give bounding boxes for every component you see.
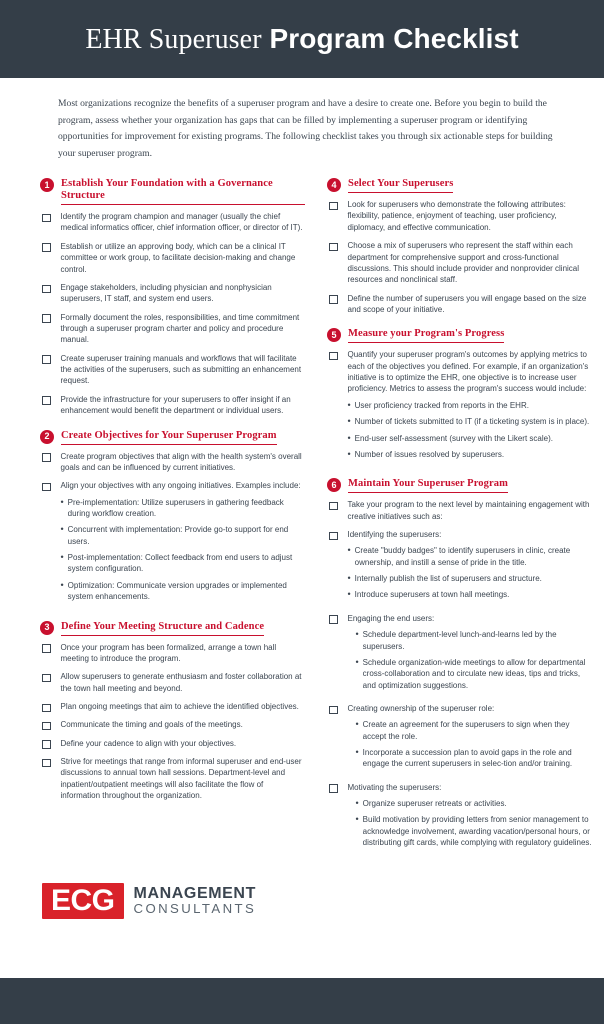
checklist-item[interactable]: [40, 312, 305, 346]
section-number-badge: 5: [327, 328, 341, 342]
checklist-item[interactable]: [40, 719, 305, 730]
sub-bullet-item: [348, 589, 593, 600]
checkbox-icon[interactable]: [42, 355, 51, 364]
page-title-bold: Program Checklist: [269, 22, 519, 54]
checklist-item[interactable]: [327, 703, 592, 775]
left-column: [40, 178, 305, 867]
sub-bullet-list: [348, 400, 593, 460]
sub-bullet-item: [61, 497, 306, 520]
sub-bullet-item: [348, 573, 593, 584]
checklist-item[interactable]: [40, 480, 305, 607]
checklist-item-body: [61, 211, 306, 234]
checklist-item-text: Identify the program champion and manager (usually the chief medical informatics officer, chief information officer, or director of IT).: [60, 212, 303, 233]
checklist-item-text: Define the number of superusers you will engage based on the size and scope of your initiative.: [347, 293, 587, 314]
bullet-dot-icon: •: [355, 719, 359, 730]
bullet-dot-icon: •: [60, 552, 64, 563]
sub-bullet-item: [348, 416, 593, 427]
checklist-item-body: [61, 394, 306, 417]
section-number-badge: 1: [40, 178, 54, 192]
section-header: [40, 621, 305, 636]
checklist-item-text: Take your program to the next level by maintaining engagement with creative initiatives such as:: [347, 500, 590, 521]
checklist-item-body: [61, 241, 306, 275]
sub-bullet-text: Pre-implementation: Utilize superusers in gathering feedback during workflow creation.: [67, 497, 284, 519]
checklist-item[interactable]: [327, 199, 592, 233]
sub-bullet-item: [356, 719, 593, 742]
page-title-light: EHR Superuser: [85, 23, 262, 55]
sub-bullet-text: Create "buddy badges" to identify superusers in clinic, create ownership, and instill a sense of pride in the title.: [354, 546, 571, 567]
sub-bullet-list: [348, 545, 593, 600]
checkbox-icon[interactable]: [329, 295, 338, 304]
sub-bullet-text: Organize superuser retreats or activities.: [362, 799, 507, 809]
checklist-item[interactable]: [40, 701, 305, 712]
checkbox-icon[interactable]: [329, 243, 338, 252]
section-header: [40, 430, 305, 445]
section-title: Define Your Meeting Structure and Cadence: [61, 621, 264, 636]
sub-bullet-list: [356, 719, 593, 769]
sub-bullet-item: [356, 814, 593, 848]
bullet-dot-icon: •: [347, 432, 351, 443]
page-header: [0, 0, 604, 78]
checklist-item-body: [348, 240, 593, 285]
checklist-items: [40, 642, 305, 802]
sub-bullet-text: Schedule organization-wide meetings to allow for departmental cross-collaboration and to circulate new ideas, tips and tricks, and optimization suggestions.: [362, 657, 586, 690]
checkbox-icon[interactable]: [42, 759, 51, 768]
checklist-item[interactable]: [327, 499, 592, 522]
sub-bullet-item: [61, 552, 306, 575]
checklist-item-body: [61, 642, 306, 665]
checklist-item[interactable]: [40, 451, 305, 474]
checklist-item-text: Strive for meetings that range from informal superuser and end-user discussions to annual town hall sessions. Department-level and inpatient/outpatient meetings will also facilitate the flow of information throughout the organization.: [60, 757, 302, 801]
checklist-item-text: Look for superusers who demonstrate the following attributes: flexibility, patience, enjoyment of teaching, user proficiency, diplomacy, and effective communication.: [347, 200, 566, 232]
bullet-dot-icon: •: [60, 524, 64, 535]
bullet-dot-icon: •: [60, 496, 64, 507]
checklist-section-4: [327, 178, 592, 315]
bullet-dot-icon: •: [347, 448, 351, 459]
checklist-section-1: [40, 178, 305, 417]
bullet-dot-icon: •: [60, 579, 64, 590]
checklist-items: [327, 199, 592, 315]
sub-bullet-item: [61, 524, 306, 547]
checklist-item[interactable]: [327, 293, 592, 316]
checklist-columns: [0, 178, 604, 867]
section-title: Select Your Superusers: [348, 178, 453, 193]
checkbox-icon[interactable]: [42, 285, 51, 294]
checklist-item-text: Motivating the superusers:: [347, 782, 442, 792]
sub-bullet-item: [348, 400, 593, 411]
checklist-item-text: Creating ownership of the superuser role:: [347, 703, 495, 713]
sub-bullet-item: [356, 629, 593, 652]
sub-bullet-list: [61, 497, 306, 603]
checklist-item-text: Choose a mix of superusers who represent the staff within each department for comprehensive support and cross-functional discussions. This should include provider and nonprovider clinical resources and nonclinical staff.: [347, 241, 580, 285]
checklist-item-text: Create superuser training manuals and workflows that will facilitate the activities of the superusers, such as submitting an enhancement request.: [60, 353, 302, 386]
bullet-dot-icon: •: [347, 416, 351, 427]
checklist-item[interactable]: [327, 240, 592, 285]
checklist-item-body: [61, 701, 306, 712]
section-number-badge: 4: [327, 178, 341, 192]
checklist-item-body: [61, 353, 306, 387]
checklist-section-3: [40, 621, 305, 802]
checklist-item-body: [61, 738, 306, 749]
checkbox-icon[interactable]: [329, 706, 338, 715]
section-header: [327, 178, 592, 193]
checklist-item-text: Allow superusers to generate enthusiasm and foster collaboration at the town hall meeting and beyond.: [60, 672, 302, 693]
checklist-item-body: [348, 529, 593, 606]
checkbox-icon[interactable]: [329, 532, 338, 541]
checklist-item-text: Provide the infrastructure for your superusers to offer insight if an enhancement would benefit the department or individual users.: [60, 394, 291, 416]
section-title: Measure your Program's Progress: [348, 328, 504, 343]
checklist-item-text: Communicate the timing and goals of the meetings.: [60, 720, 243, 730]
section-header: [40, 178, 305, 205]
checklist-items: [327, 349, 592, 465]
section-number-badge: 3: [40, 621, 54, 635]
checklist-item-text: Engaging the end users:: [347, 613, 435, 623]
checklist-item[interactable]: [40, 394, 305, 417]
section-title: Maintain Your Superuser Program: [348, 478, 508, 493]
checklist-item[interactable]: [40, 756, 305, 801]
sub-bullet-item: [356, 657, 593, 691]
section-header: [327, 478, 592, 493]
page-footer-bar: [0, 978, 604, 1024]
checklist-section-2: [40, 430, 305, 608]
sub-bullet-list: [356, 629, 593, 691]
bullet-dot-icon: •: [355, 814, 359, 825]
sub-bullet-text: Introduce superusers at town hall meetings.: [354, 590, 510, 600]
bullet-dot-icon: •: [347, 573, 351, 584]
checkbox-icon[interactable]: [42, 214, 51, 223]
sub-bullet-text: Internally publish the list of superusers and structure.: [354, 574, 542, 584]
checklist-items: [327, 499, 592, 853]
checklist-item[interactable]: [40, 241, 305, 275]
checkbox-icon[interactable]: [42, 704, 51, 713]
checkbox-icon[interactable]: [329, 202, 338, 211]
checklist-item[interactable]: [40, 282, 305, 305]
checkbox-icon[interactable]: [42, 722, 51, 731]
checklist-item[interactable]: [40, 671, 305, 694]
checklist-item-body: [61, 312, 306, 346]
sub-bullet-item: [348, 433, 593, 444]
sub-bullet-item: [348, 545, 593, 568]
checklist-section-6: [327, 478, 592, 853]
checklist-item[interactable]: [327, 349, 592, 465]
right-column: [327, 178, 592, 867]
ecg-logo-text: [134, 885, 257, 917]
checkbox-icon[interactable]: [329, 502, 338, 511]
intro-paragraph: Most organizations recognize the benefits of a superuser program and have a desire to create one. Before you begin to build the program, assess whether your organization has gaps that can be filled by implementing a superuser program or identifying opportunities for improvement for existing programs. The following checklist takes you through six actionable steps for building your superuser program.: [58, 98, 553, 159]
sub-bullet-text: Optimization: Communicate version upgrades or implemented system enhancements.: [67, 580, 287, 602]
sub-bullet-list: [356, 798, 593, 848]
sub-bullet-item: [356, 747, 593, 770]
section-number-badge: 2: [40, 430, 54, 444]
checklist-items: [40, 211, 305, 416]
sub-bullet-item: [61, 580, 306, 603]
checklist-item-body: [61, 671, 306, 694]
checkbox-icon[interactable]: [42, 674, 51, 683]
bullet-dot-icon: •: [355, 656, 359, 667]
checklist-item[interactable]: [327, 529, 592, 606]
sub-bullet-text: User proficiency tracked from reports in the EHR.: [354, 400, 529, 410]
checklist-item[interactable]: [40, 353, 305, 387]
checklist-section-5: [327, 328, 592, 465]
checklist-item-body: [61, 451, 306, 474]
checklist-item-body: [348, 199, 593, 233]
sub-bullet-text: Schedule department-level lunch-and-learns led by the superusers.: [362, 630, 557, 651]
checklist-items: [40, 451, 305, 608]
checkbox-icon[interactable]: [42, 483, 51, 492]
checklist-item-body: [348, 293, 593, 316]
section-number-badge: 6: [327, 478, 341, 492]
ecg-logo: [42, 883, 604, 919]
checklist-item-text: Identifying the superusers:: [347, 530, 442, 540]
checklist-item[interactable]: [327, 782, 592, 854]
checklist-item-text: Define your cadence to align with your objectives.: [60, 738, 237, 748]
checklist-item-body: [348, 613, 593, 696]
checklist-item[interactable]: [40, 211, 305, 234]
bullet-dot-icon: •: [347, 545, 351, 556]
checkbox-icon[interactable]: [42, 314, 51, 323]
sub-bullet-text: Incorporate a succession plan to avoid gaps in the role and engage the current superusers in selec-tion and/or training.: [362, 748, 573, 769]
checklist-item-body: [348, 782, 593, 854]
sub-bullet-text: Build motivation by providing letters from senior management to acknowledge involvement, awarding vacation/personal hours, or distributing gift cards, while complying with regulatory guidelines.: [362, 815, 592, 848]
checklist-item-text: Create program objectives that align with the health system's overall goals and can be influenced by current initiatives.: [60, 451, 302, 472]
checkbox-icon[interactable]: [42, 396, 51, 405]
checklist-item[interactable]: [40, 642, 305, 665]
sub-bullet-text: Number of tickets submitted to IT (if a ticketing system is in place).: [354, 417, 590, 427]
checklist-item-text: Engage stakeholders, including physician and nonphysician superusers, IT staff, and system end users.: [60, 282, 272, 304]
section-header: [327, 328, 592, 343]
ecg-logo-mark: ECG: [42, 883, 124, 919]
checklist-item[interactable]: [40, 738, 305, 749]
checklist-item-text: Quantify your superuser program's outcomes by applying metrics to each of the objectives you defined. For example, if an organization's initiative is to optimize the EHR, one objective is to increase user proficiency. Metrics to assess the program's success would include:: [347, 350, 589, 394]
checkbox-icon[interactable]: [329, 352, 338, 361]
bullet-dot-icon: •: [355, 629, 359, 640]
sub-bullet-text: Post-implementation: Collect feedback from end users to adjust system configuration.: [67, 553, 293, 574]
checklist-item-body: [61, 719, 306, 730]
checklist-item-body: [348, 703, 593, 775]
checkbox-icon[interactable]: [329, 784, 338, 793]
checklist-item-text: Once your program has been formalized, arrange a town hall meeting to introduce the program.: [60, 642, 277, 663]
sub-bullet-item: [356, 798, 593, 809]
checkbox-icon[interactable]: [42, 453, 51, 462]
checklist-item-body: [348, 349, 593, 465]
ecg-logo-line2: CONSULTANTS: [133, 901, 257, 917]
checklist-item-body: [348, 499, 593, 522]
sub-bullet-text: Concurrent with implementation: Provide go-to support for end users.: [67, 525, 289, 546]
page-title: [85, 23, 518, 56]
section-title: Create Objectives for Your Superuser Program: [61, 430, 277, 445]
ecg-logo-line1: MANAGEMENT: [133, 884, 256, 902]
sub-bullet-text: Number of issues resolved by superusers.: [354, 449, 505, 459]
checkbox-icon[interactable]: [42, 644, 51, 653]
checklist-item-text: Plan ongoing meetings that aim to achieve the identified objectives.: [60, 702, 299, 712]
checklist-item-text: Establish or utilize an approving body, which can be a clinical IT committee or work group, to facilitate decision-making and change control.: [60, 241, 296, 274]
checklist-item-body: [61, 756, 306, 801]
bullet-dot-icon: •: [355, 798, 359, 809]
bullet-dot-icon: •: [355, 747, 359, 758]
sub-bullet-item: [348, 449, 593, 460]
bullet-dot-icon: •: [347, 589, 351, 600]
bullet-dot-icon: •: [347, 399, 351, 410]
checklist-item-text: Align your objectives with any ongoing initiatives. Examples include:: [60, 481, 301, 491]
checkbox-icon[interactable]: [42, 243, 51, 252]
checklist-item-body: [61, 480, 306, 607]
checklist-item-body: [61, 282, 306, 305]
checklist-item-text: Formally document the roles, responsibilities, and time commitment through a superuser program charter and policy and procedure manual.: [60, 312, 300, 345]
sub-bullet-text: End-user self-assessment (survey with the Likert scale).: [354, 433, 553, 443]
sub-bullet-text: Create an agreement for the superusers to sign when they accept the role.: [362, 720, 570, 741]
checkbox-icon[interactable]: [329, 615, 338, 624]
section-title: Establish Your Foundation with a Governance Structure: [61, 178, 305, 205]
checklist-item[interactable]: [327, 613, 592, 696]
checkbox-icon[interactable]: [42, 740, 51, 749]
